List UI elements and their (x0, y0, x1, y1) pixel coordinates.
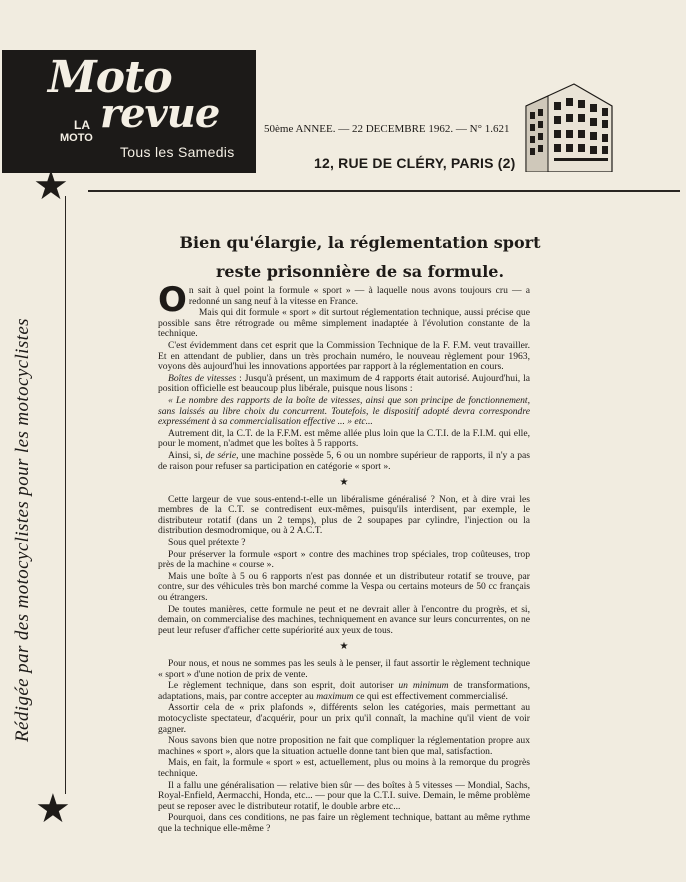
logo-la-text: LA (74, 118, 90, 132)
article-paragraph: On sait à quel point la formule « sport » — à laquelle nous avons toujours cru — a redonné un sang neuf à la vitesse en France. (158, 280, 530, 320)
headline-line-1: Bien qu'élargie, la réglementation sport (179, 233, 541, 252)
masthead-logo (2, 50, 256, 173)
logo-moto-text: Moto (48, 52, 172, 103)
building-illustration (518, 80, 618, 172)
article-paragraph: Autrement dit, la C.T. de la F.F.M. est même allée plus loin que la C.T.I. de la F.I.M. qui elle, pour le moment, n'admet que les boîtes à 5 rapports. (158, 427, 530, 450)
drop-cap: O (158, 280, 187, 320)
article-paragraph: C'est évidemment dans cet esprit que la Commission Technique de la F. F.M. veut travailler. Et en attendant de publier, dans un très prochain numéro, le nouveau règlement pour 1963, voyons dès aujourd'hui les innovations apportées par rapport à la réglementation en cours. (158, 339, 530, 373)
article-paragraph: Mais une boîte à 5 ou 6 rapports n'est pas donnée et un distributeur rotatif se trouve, par contre, sur des véhicules très bon marché comme la Vespa ou certains moteurs de 50 cc français ou étrangers. (158, 570, 530, 604)
star-ornament-bottom: ★ (35, 786, 71, 832)
logo-moto-small-text: MOTO (60, 132, 93, 144)
sidebar-rule (65, 196, 66, 794)
article-paragraph: Le règlement technique, dans son esprit, doit autoriser un minimum de transformations, adaptations, mais, par contre accepter au maximum ce qui est effectivement commercialisé. (158, 680, 531, 702)
article-paragraph: Ainsi, si, de série, une machine possède 5, 6 ou un nombre supérieur de rapports, il n'y a pas de raison pour refuser sa participation en catégorie « sport ». (158, 449, 530, 472)
article-headline (150, 228, 570, 286)
article-paragraph: Sous quel prétexte ? (168, 537, 246, 549)
article-paragraph: Boîtes de vitesses : Jusqu'à présent, un maximum de 4 rapports était autorisé. Aujourd'hui, la position officielle est beaucoup plus libérale, puisque nous lisons : (158, 372, 531, 395)
article-quote: « Le nombre des rapports de la boîte de vitesses, ainsi que son principe de fonctionnement, sans laissés au libre choix du concurrent. Toutefois, le dispositif adopté devra correspondre expressément à sa commercialisation effective ... » etc... (158, 394, 530, 428)
article-paragraph: De toutes manières, cette formule ne peut et ne devrait aller à l'encontre du progrès, et si, demain, on commercialise des machines, techniquement en avance sur leurs concurrentes, on ne peut leur refuser d'afficher cette supériorité aux yeux de tous. (158, 603, 530, 636)
article-paragraph: Mais qui dit formule « sport » dit surtout réglementation technique, aussi précise que possible sans être rétrograde ou même simplement inadaptée à l'évolution constante de la technique. (158, 307, 530, 340)
article-paragraph: Pourquoi, dans ces conditions, ne pas faire un règlement technique, battant au même rythme que la technique elle-même ? (158, 812, 530, 834)
star-ornament-top: ★ (33, 163, 69, 209)
tagline: Tous les Samedis (120, 144, 235, 160)
article-paragraph: Cette largeur de vue sous-entend-t-elle un libéralisme généralisé ? Non, et à dire vrai les membres de la C.T. se contredisent eux-mêmes, puisqu'ils interdisent, par exemple, le distributeur rotatif (dans un 2 temps), plus de 2 soupapes par cylindre, l'injection ou la distribution desmodromique, ou à 2 A.C.T. (158, 493, 530, 537)
article-paragraph: Pour préserver la formule «sport » contre des machines trop spéciales, trop coûteuses, trop près de la machine « course ». (158, 548, 530, 571)
header-rule (88, 190, 680, 192)
section-separator: ★ (339, 641, 349, 653)
article-paragraph: Mais, en fait, la formule « sport » est, actuellement, plus ou moins à la remorque du progrès technique. (158, 757, 530, 779)
article-paragraph: Pour nous, et nous ne sommes pas les seuls à le penser, il faut assortir le règlement technique « sport » d'une notion de prix de vente. (158, 658, 530, 680)
logo-revue-text: revue (100, 90, 220, 137)
article-paragraph: Assortir cela de « prix plafonds », différents selon les catégories, mais permettant au motocycliste spectateur, d'acquérir, pour un prix qu'il connaît, la machine qu'il vient de voir gagner. (158, 702, 530, 735)
vertical-slogan: Rédigée par des motocyclistes pour les motocyclistes (12, 318, 33, 742)
article-paragraph: Il a fallu une généralisation — relative bien sûr — des boîtes à 5 vitesses — Mondial, Sachs, Royal-Enfield, Aermacchi, Honda, etc... — pour que la C.T.I. suive. Demain, le même problème peut se reposer avec le distributeur rotatif, le double arbre etc... (158, 779, 530, 812)
issue-line: 50ème ANNEE. — 22 DECEMBRE 1962. — N° 1.621 (264, 123, 510, 135)
article-paragraph: Nous savons bien que notre proposition ne fait que compliquer la réglementation propre aux machines « sport », alors que la situation actuelle donne tant bien que mal, satisfaction. (158, 735, 530, 757)
section-separator: ★ (339, 477, 349, 489)
headline-line-2: reste prisonnière de sa formule. (215, 262, 505, 281)
address: 12, RUE DE CLÉRY, PARIS (2) (314, 155, 516, 171)
article-body (158, 280, 531, 836)
